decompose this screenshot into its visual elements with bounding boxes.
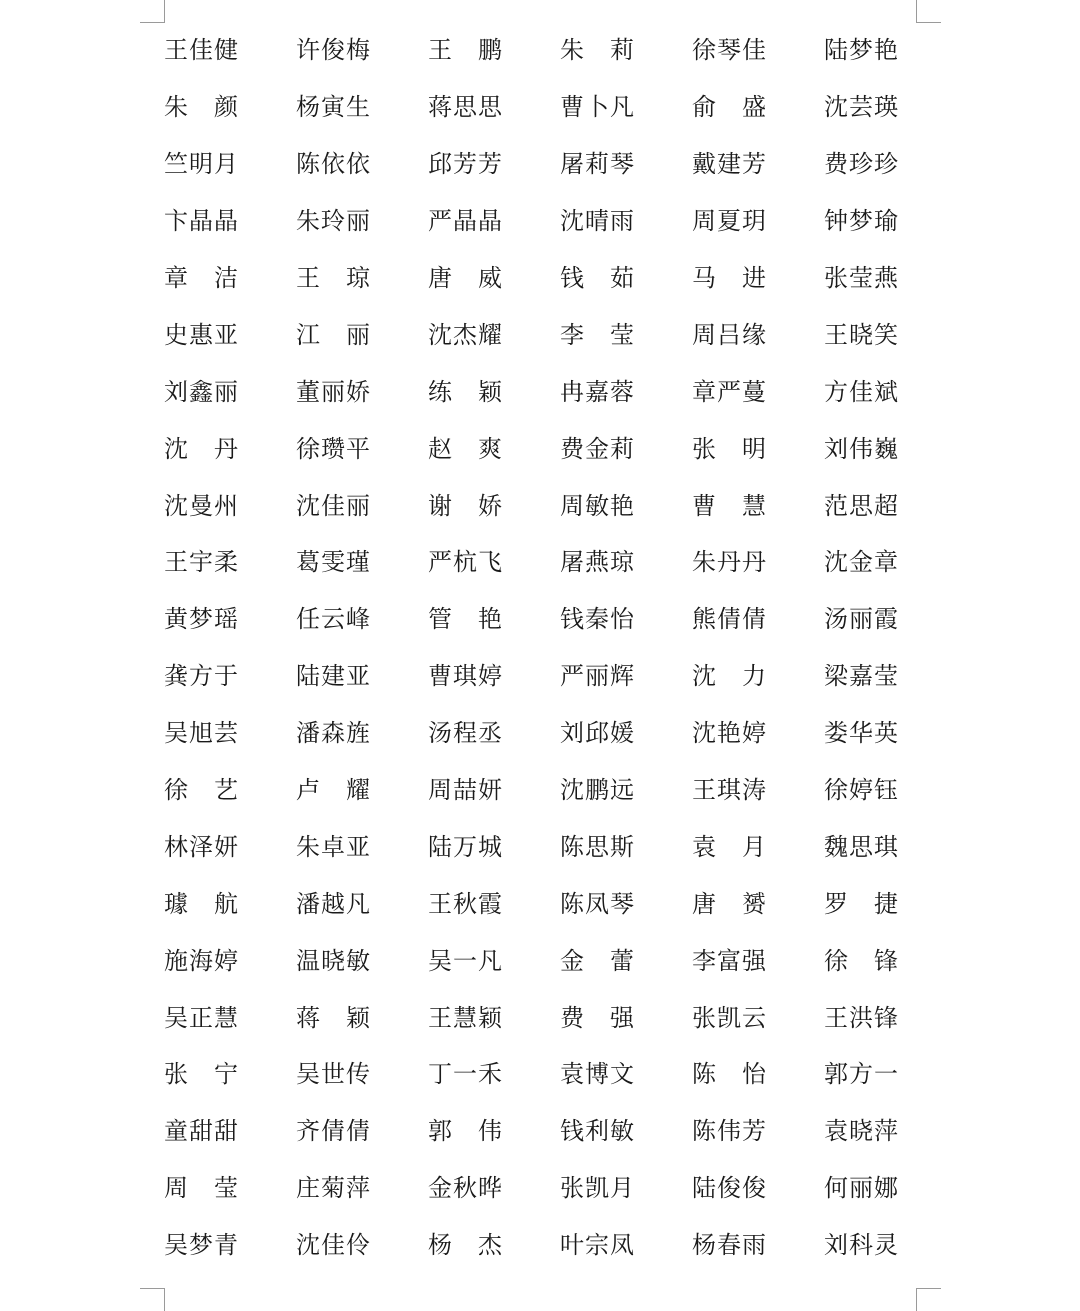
name-cell: 吴正慧 [164, 1003, 239, 1032]
name-row [164, 875, 924, 932]
name-cell: 朱 颜 [164, 93, 239, 122]
name-cell: 钟梦瑜 [824, 207, 899, 236]
name-row [164, 136, 924, 193]
name-cell: 沈 力 [692, 662, 767, 691]
name-cell: 邱芳芳 [428, 150, 503, 179]
name-cell: 魏思琪 [824, 832, 899, 861]
name-cell: 管 艳 [428, 605, 503, 634]
name-cell: 童甜甜 [164, 1117, 239, 1146]
name-cell: 刘伟巍 [824, 434, 899, 463]
name-cell: 唐 赟 [692, 889, 767, 918]
name-cell: 沈佳伶 [296, 1231, 371, 1260]
name-cell: 许俊梅 [296, 36, 371, 65]
name-cell: 陈思斯 [560, 832, 635, 861]
name-cell: 璩 航 [164, 889, 239, 918]
name-cell: 吴一凡 [428, 946, 503, 975]
name-cell: 徐 艺 [164, 776, 239, 805]
name-cell: 陆梦艳 [824, 36, 899, 65]
name-cell: 李 莹 [560, 320, 635, 349]
name-row [164, 591, 924, 648]
name-cell: 徐 锋 [824, 946, 899, 975]
name-cell: 章严蔓 [692, 377, 767, 406]
name-row [164, 420, 924, 477]
name-cell: 任云峰 [296, 605, 371, 634]
name-row [164, 1046, 924, 1103]
name-cell: 林泽妍 [164, 832, 239, 861]
name-cell: 周夏玥 [692, 207, 767, 236]
name-cell: 金秋晔 [428, 1174, 503, 1203]
name-cell: 陈凤琴 [560, 889, 635, 918]
name-grid [164, 22, 924, 1274]
name-cell: 江 丽 [296, 320, 371, 349]
crop-mark-top-right [916, 0, 941, 23]
name-cell: 温晓敏 [296, 946, 371, 975]
name-cell: 李富强 [692, 946, 767, 975]
name-cell: 屠燕琼 [560, 548, 635, 577]
name-cell: 王慧颖 [428, 1003, 503, 1032]
name-cell: 潘越凡 [296, 889, 371, 918]
name-cell: 杨寅生 [296, 93, 371, 122]
name-cell: 张 明 [692, 434, 767, 463]
name-cell: 吴旭芸 [164, 719, 239, 748]
name-row [164, 363, 924, 420]
name-cell: 娄华英 [824, 719, 899, 748]
name-cell: 罗 捷 [824, 889, 899, 918]
name-cell: 蒋思思 [428, 93, 503, 122]
name-cell: 吴梦青 [164, 1231, 239, 1260]
name-row [164, 648, 924, 705]
name-row [164, 193, 924, 250]
name-cell: 曹 慧 [692, 491, 767, 520]
name-cell: 戴建芳 [692, 150, 767, 179]
name-cell: 沈 丹 [164, 434, 239, 463]
name-row [164, 22, 924, 79]
name-row [164, 1217, 924, 1274]
name-cell: 金 蕾 [560, 946, 635, 975]
name-cell: 王秋霞 [428, 889, 503, 918]
name-cell: 王洪锋 [824, 1003, 899, 1032]
crop-mark-bottom-left [140, 1288, 165, 1311]
name-cell: 施海婷 [164, 946, 239, 975]
name-cell: 沈晴雨 [560, 207, 635, 236]
name-cell: 方佳斌 [824, 377, 899, 406]
name-cell: 龚方于 [164, 662, 239, 691]
name-cell: 范思超 [824, 491, 899, 520]
name-cell: 陆万城 [428, 832, 503, 861]
name-cell: 钱 茹 [560, 264, 635, 292]
name-cell: 严丽辉 [560, 662, 635, 691]
name-cell: 潘森旌 [296, 719, 371, 748]
name-cell: 朱玲丽 [296, 207, 371, 236]
name-cell: 蒋 颖 [296, 1003, 371, 1032]
name-cell: 王晓笑 [824, 320, 899, 349]
name-cell: 冉嘉蓉 [560, 377, 635, 406]
name-cell: 徐琴佳 [692, 36, 767, 65]
name-cell: 谢 娇 [428, 491, 503, 520]
name-cell: 卞晶晶 [164, 207, 239, 236]
name-cell: 黄梦瑶 [164, 605, 239, 634]
name-cell: 赵 爽 [428, 434, 503, 463]
name-cell: 沈鹏远 [560, 776, 635, 805]
name-row [164, 762, 924, 819]
name-cell: 屠莉琴 [560, 150, 635, 179]
name-cell: 郭方一 [824, 1060, 899, 1089]
name-cell: 齐倩倩 [296, 1117, 371, 1146]
name-cell: 卢 耀 [296, 776, 371, 805]
name-cell: 费 强 [560, 1003, 635, 1032]
name-cell: 刘科灵 [824, 1231, 899, 1260]
name-row [164, 79, 924, 136]
name-cell: 刘邱媛 [560, 719, 635, 748]
name-cell: 何丽娜 [824, 1174, 899, 1203]
name-row [164, 250, 924, 307]
name-row [164, 1160, 924, 1217]
name-cell: 朱 莉 [560, 36, 635, 65]
name-cell: 沈佳丽 [296, 491, 371, 520]
name-cell: 沈金章 [824, 548, 899, 577]
name-cell: 马 进 [692, 264, 767, 292]
name-row [164, 989, 924, 1046]
name-cell: 朱丹丹 [692, 548, 767, 577]
name-cell: 沈芸瑛 [824, 93, 899, 122]
name-cell: 严杭飞 [428, 548, 503, 577]
name-cell: 袁 月 [692, 832, 767, 861]
name-cell: 张凯云 [692, 1003, 767, 1032]
name-cell: 熊倩倩 [692, 605, 767, 634]
name-cell: 竺明月 [164, 150, 239, 179]
name-cell: 汤程丞 [428, 719, 503, 748]
name-cell: 徐婷钰 [824, 776, 899, 805]
name-cell: 董丽娇 [296, 377, 371, 406]
name-cell: 陈伟芳 [692, 1117, 767, 1146]
name-cell: 费金莉 [560, 434, 635, 463]
name-cell: 徐瓒平 [296, 434, 371, 463]
name-cell: 丁一禾 [428, 1060, 503, 1089]
name-cell: 葛雯瑾 [296, 548, 371, 577]
name-cell: 朱卓亚 [296, 832, 371, 861]
name-cell: 张 宁 [164, 1060, 239, 1089]
name-cell: 刘鑫丽 [164, 377, 239, 406]
name-cell: 王 鹏 [428, 36, 503, 65]
name-cell: 庄菊萍 [296, 1174, 371, 1203]
name-cell: 严晶晶 [428, 207, 503, 236]
name-cell: 章 洁 [164, 264, 239, 292]
name-row [164, 306, 924, 363]
name-cell: 张凯月 [560, 1174, 635, 1203]
name-cell: 叶宗凤 [560, 1231, 635, 1260]
name-cell: 沈曼州 [164, 491, 239, 520]
name-row [164, 1103, 924, 1160]
name-cell: 史惠亚 [164, 320, 239, 349]
name-cell: 曹琪婷 [428, 662, 503, 691]
name-cell: 曹卜凡 [560, 93, 635, 122]
name-cell: 王佳健 [164, 36, 239, 65]
name-cell: 唐 威 [428, 264, 503, 292]
name-cell: 王宇柔 [164, 548, 239, 577]
name-cell: 周喆妍 [428, 776, 503, 805]
name-cell: 钱利敏 [560, 1117, 635, 1146]
name-cell: 陈 怡 [692, 1060, 767, 1089]
name-cell: 俞 盛 [692, 93, 767, 122]
name-cell: 王琪涛 [692, 776, 767, 805]
name-row [164, 705, 924, 762]
name-cell: 袁博文 [560, 1060, 635, 1089]
name-cell: 郭 伟 [428, 1117, 503, 1146]
name-cell: 张莹燕 [824, 264, 899, 292]
name-cell: 袁晓萍 [824, 1117, 899, 1146]
name-cell: 周 莹 [164, 1174, 239, 1203]
name-row [164, 818, 924, 875]
name-cell: 周吕缘 [692, 320, 767, 349]
name-cell: 沈杰耀 [428, 320, 503, 349]
name-cell: 沈艳婷 [692, 719, 767, 748]
name-cell: 陈依依 [296, 150, 371, 179]
name-cell: 练 颖 [428, 377, 503, 406]
name-row [164, 534, 924, 591]
name-cell: 吴世传 [296, 1060, 371, 1089]
name-cell: 杨春雨 [692, 1231, 767, 1260]
name-cell: 王 琼 [296, 264, 371, 292]
name-row [164, 932, 924, 989]
name-cell: 梁嘉莹 [824, 662, 899, 691]
crop-mark-top-left [140, 0, 165, 23]
name-cell: 杨 杰 [428, 1231, 503, 1260]
name-row [164, 477, 924, 534]
name-cell: 陆建亚 [296, 662, 371, 691]
name-cell: 费珍珍 [824, 150, 899, 179]
name-cell: 汤丽霞 [824, 605, 899, 634]
name-cell: 周敏艳 [560, 491, 635, 520]
crop-mark-bottom-right [916, 1288, 941, 1311]
name-cell: 钱秦怡 [560, 605, 635, 634]
name-cell: 陆俊俊 [692, 1174, 767, 1203]
